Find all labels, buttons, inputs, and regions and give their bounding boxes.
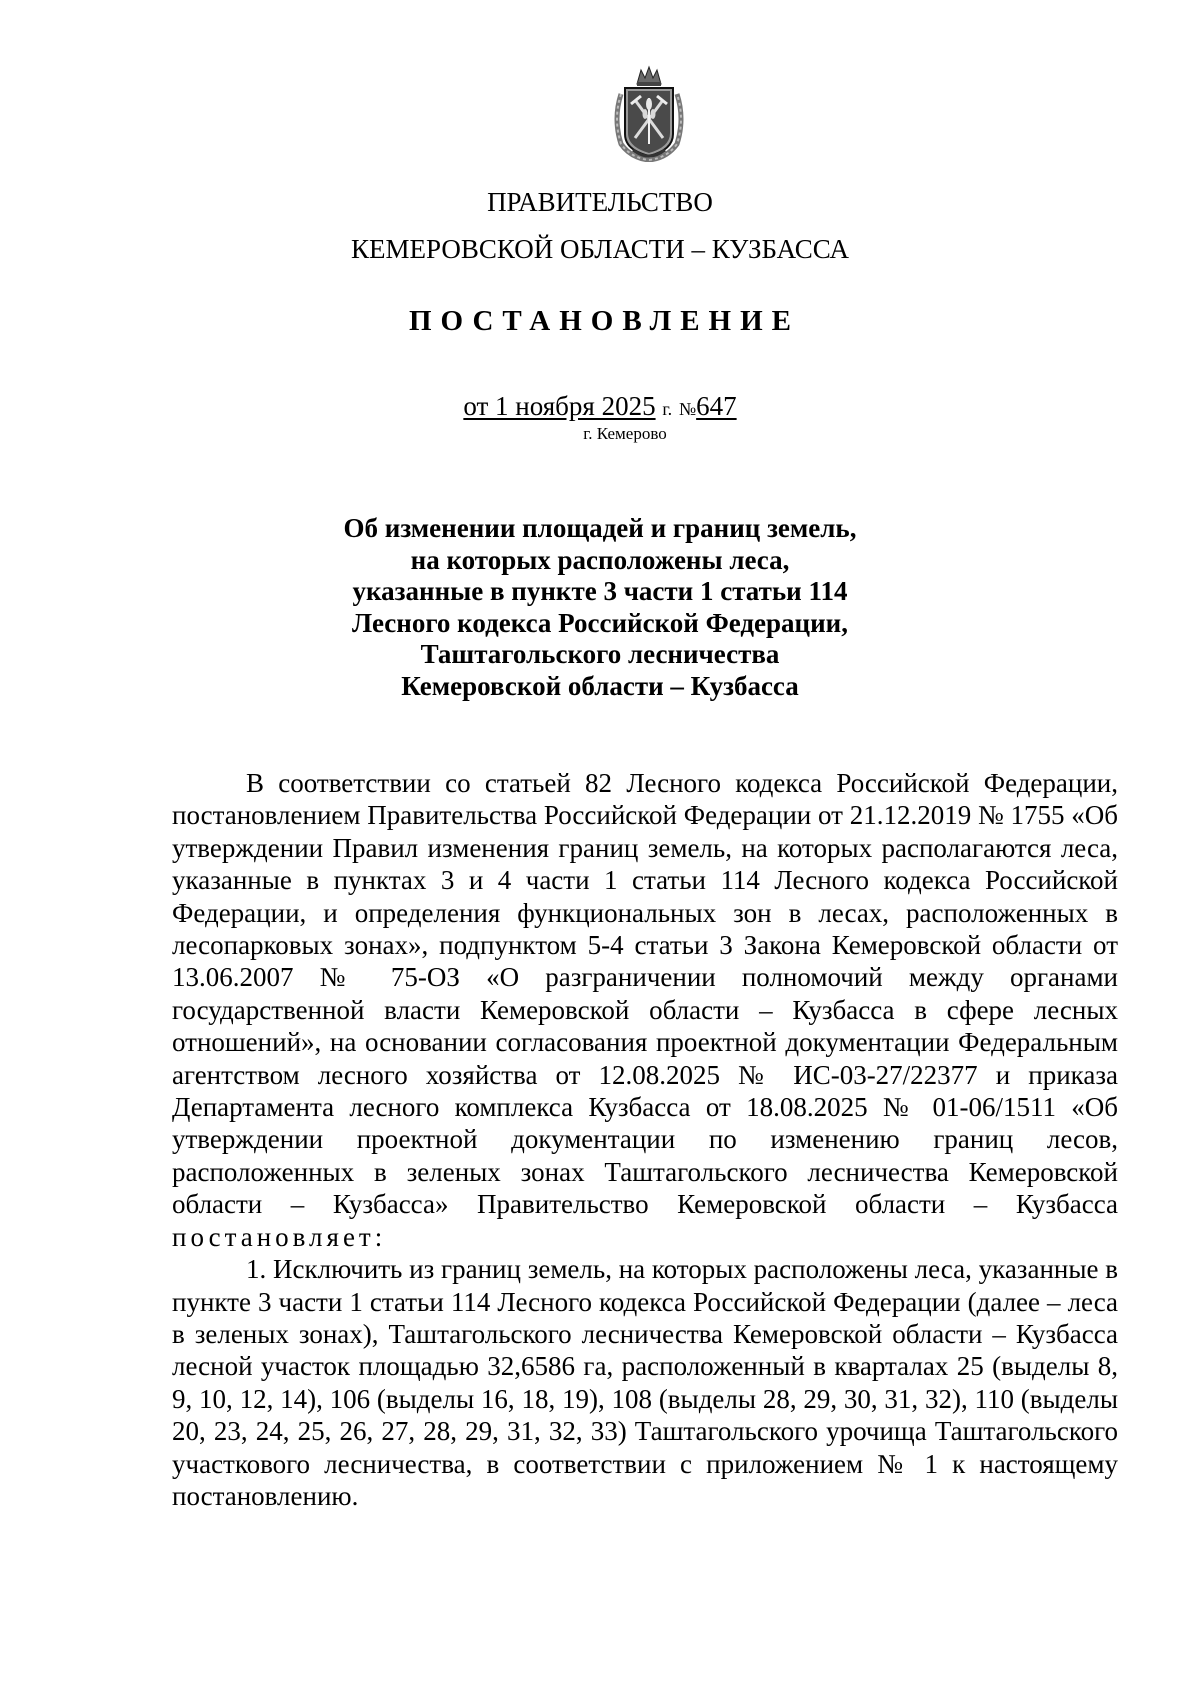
document-city: г. Кемерово: [583, 424, 667, 443]
title-line: указанные в пункте 3 части 1 статьи 114: [352, 576, 848, 606]
title-line: на которых расположены леса,: [410, 544, 790, 575]
document-body: [172, 767, 1118, 1512]
preamble-paragraph: [172, 767, 1118, 1253]
title-line: Лесного кодекса Российской Федерации,: [352, 607, 848, 638]
decree-word: постановляет: [172, 1221, 375, 1252]
year-suffix: г.: [662, 399, 673, 419]
coat-of-arms-emblem: [611, 64, 687, 162]
preamble-text: В соответствии со статьей 82 Лесного кодекса Российской Федерации, постановлением Правительства Российской Федерации от 21.12.2019 № 1755 «Об утверждении Правил изменения границ земель, на которых располагаются леса, указанные в пунктах 3 и 4 части 1 статьи 114 Лесного кодекса Российской Федерации, и определения функциональных зон в лесах, расположенных в лесопарковых зонах», подпунктом 5-4 статьи 3 Закона Кемеровской области от 13.06.2007 № 75-ОЗ «О разграничении полномочий между органами государственной власти Кемеровской области – Кузбасса в сфере лесных отношений», на основании согласования проектной документации Федеральным агентством лесного хозяйства от 12.08.2025 № ИС-03-27/22377 и приказа Департамента лесного комплекса Кузбасса от 18.08.2025 № 01-06/1511 «Об утверждении проектной документации по изменению границ лесов, расположенных в зеленых зонах Таштагольского лесничества Кемеровской области – Кузбасса» Правительство Кемеровской области – Кузбасса: [172, 768, 1118, 1220]
item-1-paragraph: 1. Исключить из границ земель, на которых расположены леса, указанные в пункте 3 части 1 статьи 114 Лесного кодекса Российской Федерации (далее – леса в зеленых зонах), Таштагольского лесничества Кемеровской области – Кузбасса лесной участок площадью 32,6586 га, расположенный в кварталах 25 (выделы 8, 9, 10, 12, 14), 106 (выделы 16, 18, 19), 108 (выделы 28, 29, 30, 31, 32), 110 (выделы 20, 23, 24, 25, 26, 27, 28, 29, 31, 32, 33) Таштагольского урочища Таштагольского участкового лесничества, в соответствии с приложением № 1 к настоящему постановлению.: [172, 1254, 1118, 1511]
document-type: ПОСТАНОВЛЕНИЕ: [408, 305, 800, 337]
number-sign: №: [678, 399, 697, 419]
document-date-number: [0, 390, 1200, 425]
title-line: Таштагольского лесничества: [420, 639, 780, 669]
document-date: от 1 ноября 2025: [463, 391, 656, 421]
government-name-line2: КЕМЕРОВСКОЙ ОБЛАСТИ – КУЗБАССА: [351, 234, 849, 264]
document-number: 647: [696, 391, 737, 421]
document-title: [0, 513, 1200, 702]
title-line: Об изменении площадей и границ земель,: [343, 513, 857, 543]
decree-colon: :: [374, 1221, 383, 1252]
government-name-line1: ПРАВИТЕЛЬСТВО: [487, 187, 713, 217]
title-line: Кемеровской области – Кузбасса: [401, 670, 799, 701]
